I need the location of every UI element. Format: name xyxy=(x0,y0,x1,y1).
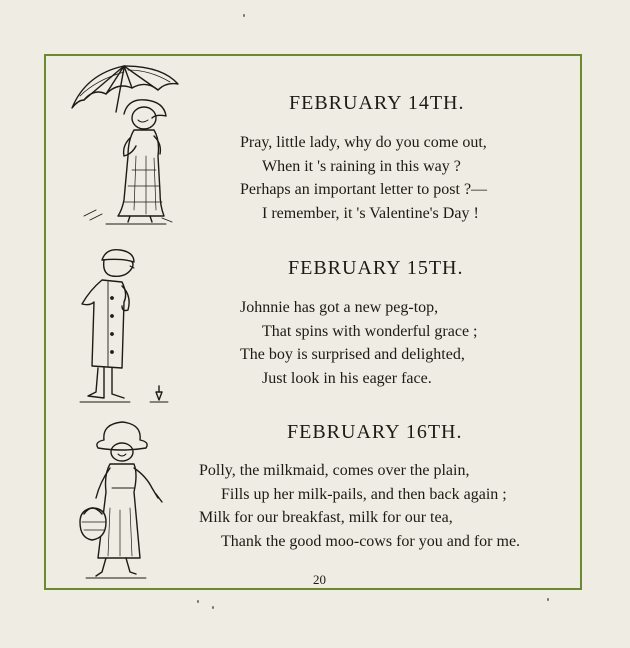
verse-line: Johnnie has got a new peg-top, xyxy=(240,299,439,316)
verse-line: Fills up her milk-pails, and then back again ; xyxy=(221,485,507,503)
verse-line: Just look in his eager face. xyxy=(262,369,432,387)
verse-line: Thank the good moo-cows for you and for me. xyxy=(221,532,521,550)
verse-february-16 xyxy=(199,459,520,553)
milkmaid-with-basket-illustration xyxy=(76,418,166,582)
boy-with-spinning-top-illustration xyxy=(76,246,180,408)
verse-line: Pray, little lady, why do you come out, xyxy=(240,134,487,151)
verse-line: When it 's raining in this way ? xyxy=(262,157,461,175)
paper-speck xyxy=(212,606,214,609)
verse-line: I remember, it 's Valentine's Day ! xyxy=(262,204,479,222)
verse-february-14 xyxy=(240,131,487,225)
verse-line: Milk for our breakfast, milk for our tea, xyxy=(199,509,453,526)
verse-line: That spins with wonderful grace ; xyxy=(262,322,478,340)
paper-speck xyxy=(243,14,245,17)
entry-title-february-15: FEBRUARY 15TH. xyxy=(288,257,464,279)
page-number: 20 xyxy=(313,572,326,587)
verse-february-15 xyxy=(240,296,478,390)
girl-with-umbrella-illustration xyxy=(66,60,182,228)
verse-line: Polly, the milkmaid, comes over the plain, xyxy=(199,462,470,479)
paper-speck xyxy=(547,598,549,601)
verse-line: Perhaps an important letter to post ?— xyxy=(240,181,488,198)
verse-line: The boy is surprised and delighted, xyxy=(240,346,465,363)
paper-speck xyxy=(197,600,199,603)
entry-title-february-14: FEBRUARY 14TH. xyxy=(289,92,465,114)
entry-title-february-16: FEBRUARY 16TH. xyxy=(287,421,463,443)
